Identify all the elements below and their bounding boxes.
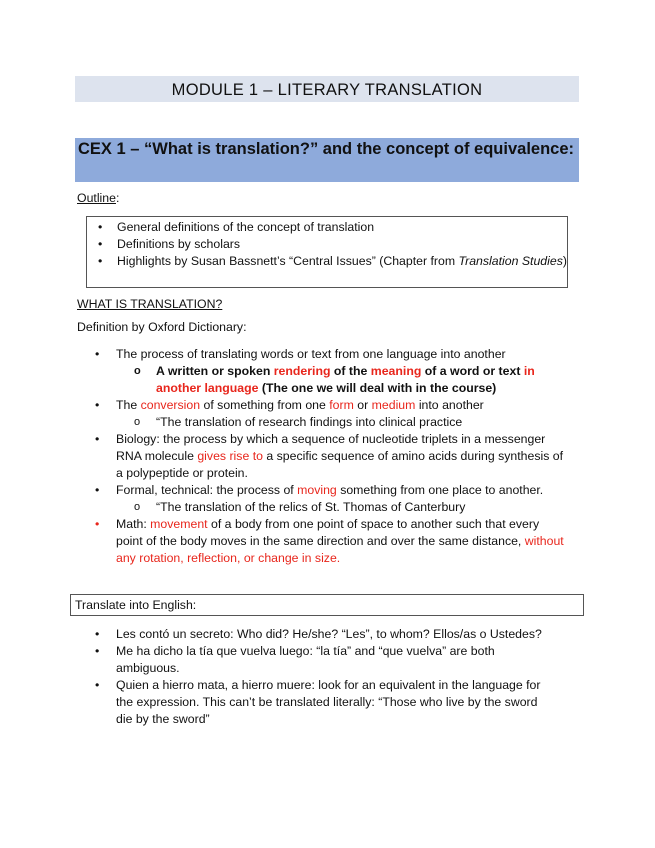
highlight-text: conversion: [140, 398, 201, 412]
highlight-text: rendering: [273, 364, 331, 378]
example-item: [86, 643, 556, 677]
highlight-text: without any rotation, reflection, or change in size.: [116, 534, 564, 565]
highlight-text: meaning: [370, 364, 422, 378]
definition-item: [86, 397, 566, 431]
text-run: Formal, technical: the process of: [116, 483, 298, 497]
text-run: a specific sequence of amino acids during synthesis of a polypeptide or protein.: [116, 449, 564, 480]
outline-item: [87, 253, 567, 270]
text-run: or: [353, 398, 372, 412]
translate-label: Translate into English:: [75, 598, 197, 612]
definitions-list: [86, 346, 566, 567]
outline-item: [87, 236, 567, 253]
example-item: [86, 626, 556, 643]
highlight-text: medium: [371, 398, 416, 412]
outline-item-text: Highlights by Susan Bassnett’s “Central Issues” (Chapter from: [117, 254, 459, 268]
definition-item: [86, 482, 566, 516]
text-run: “The translation of the relics of St. Thomas of Canterbury: [156, 500, 466, 514]
example-item: [86, 677, 556, 728]
text-run: (The one we will deal with in the course): [258, 381, 497, 395]
highlight-text: form: [329, 398, 354, 412]
outline-item: [87, 219, 567, 236]
outline-item-text: Definitions by scholars: [117, 237, 241, 251]
example-text: Les contó un secreto: Who did? He/she? “Les”, to whom? Ellos/as o Ustedes?: [116, 627, 542, 641]
definition-text: The process of translating words or text from one language into another: [116, 347, 506, 361]
outline-item-book-title: Translation Studies: [458, 254, 563, 268]
highlight-text: moving: [297, 483, 337, 497]
definition-subitem: [134, 414, 566, 431]
section-heading: CEX 1 – “What is translation?” and the concept of equivalence:: [75, 138, 579, 182]
oxford-definition-label: Definition by Oxford Dictionary:: [77, 320, 247, 334]
outline-label-text: Outline: [77, 191, 116, 205]
outline-box: [86, 216, 568, 288]
definition-item-red-bullet: [86, 516, 566, 567]
outline-item-text: General definitions of the concept of translation: [117, 220, 375, 234]
text-run: of the: [330, 364, 371, 378]
outline-label: [77, 191, 119, 205]
translate-label-box: [70, 594, 584, 616]
examples-list: [86, 626, 556, 728]
text-run: of a word or text: [421, 364, 524, 378]
text-run: of something from one: [200, 398, 330, 412]
highlight-text: gives rise to: [197, 449, 263, 463]
text-run: something from one place to another.: [336, 483, 544, 497]
text-run: into another: [415, 398, 484, 412]
text-run: Biology: the process by which a sequence of nucleotide triplets in a messenger RNA molecule: [116, 432, 546, 463]
definition-subitem: [134, 499, 566, 516]
example-text: Quien a hierro mata, a hierro muere: look for an equivalent in the language for the expression. This can’t be translated literally: “Those who live by the sword die by the sword”: [116, 678, 541, 726]
outline-colon: :: [115, 191, 120, 205]
outline-item-close: ): [562, 254, 567, 268]
module-title: MODULE 1 – LITERARY TRANSLATION: [75, 76, 579, 102]
highlight-text: movement: [150, 517, 208, 531]
text-run: A written or spoken: [156, 364, 274, 378]
text-run: of a body from one point of space to another such that every point of the body moves in the same direction and over the same distance,: [116, 517, 540, 548]
definition-subitem: [134, 363, 566, 397]
definition-item: [86, 431, 566, 482]
example-text: Me ha dicho la tía que vuelva luego: “la tía” and “que vuelva” are both ambiguous.: [116, 644, 495, 675]
what-is-translation-heading: WHAT IS TRANSLATION?: [77, 297, 223, 311]
text-run: The: [116, 398, 141, 412]
definition-item: [86, 346, 566, 397]
text-run: Math:: [116, 517, 151, 531]
highlight-text: in another language: [156, 364, 535, 395]
text-run: “The translation of research findings into clinical practice: [156, 415, 463, 429]
